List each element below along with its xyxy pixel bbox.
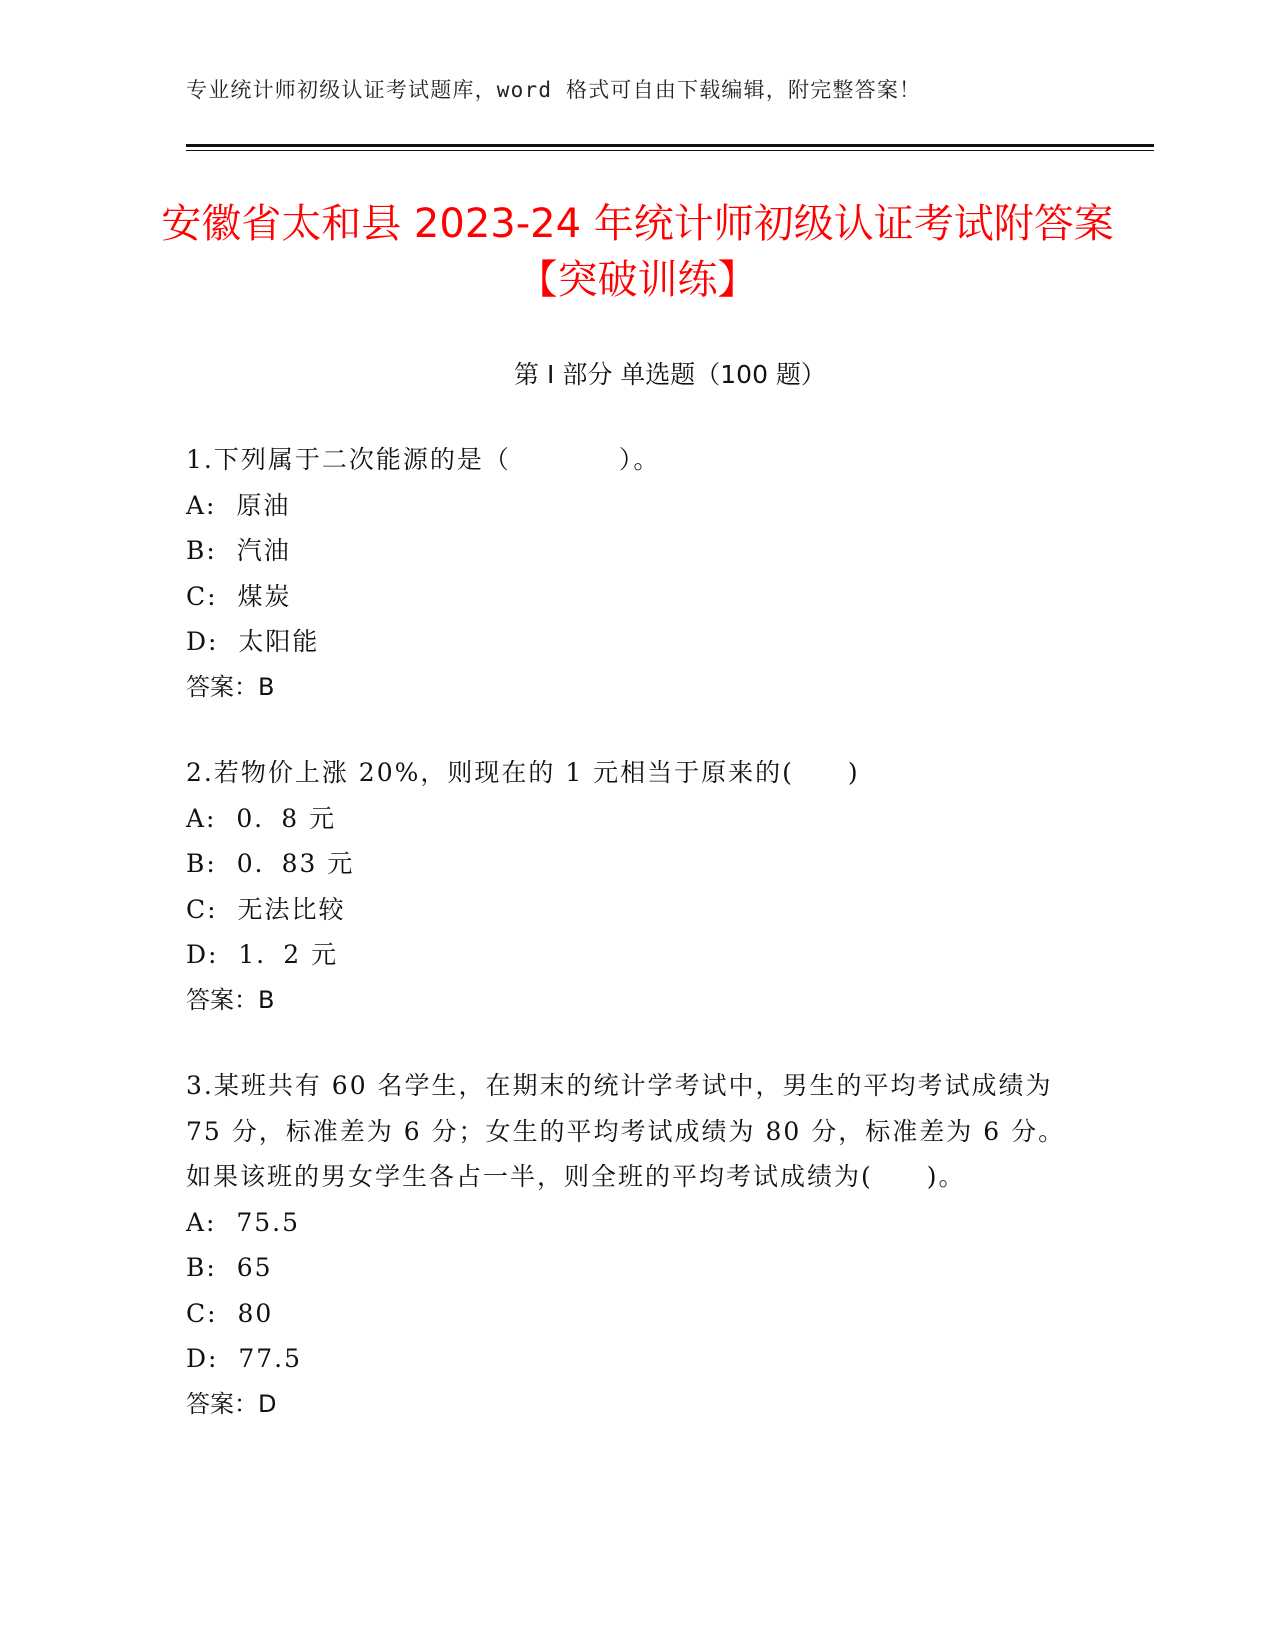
question-1 — [186, 437, 1066, 710]
question-3 — [186, 1063, 1066, 1427]
question-stem: 1.下列属于二次能源的是（ ）。 — [186, 445, 661, 474]
option-d: D: 1．2 元 — [186, 940, 339, 969]
question-stem: 3.某班共有 60 名学生，在期末的统计学考试中，男生的平均考试成绩为 75 分，标准差为 6 分；女生的平均考试成绩为 80 分，标准差为 6 分。如果该班的男女学生各占一半，则全班的平均考试成绩为( )。 — [186, 1071, 1066, 1191]
option-b: B: 0．83 元 — [186, 849, 355, 878]
option-c: C: 无法比较 — [186, 894, 346, 924]
header-note: 专业统计师初级认证考试题库，word 格式可自由下载编辑，附完整答案！ — [186, 78, 922, 102]
question-list — [186, 437, 1066, 1467]
option-c: C: 80 — [186, 1298, 274, 1328]
header-rule-thick — [186, 144, 1154, 147]
option-b: B: 汽油 — [186, 536, 291, 565]
question-2 — [186, 750, 1066, 1023]
section-heading: 第 I 部分 单选题（100 题） — [514, 360, 826, 389]
option-a: A: 0．8 元 — [186, 803, 337, 833]
option-b: B: 65 — [186, 1253, 273, 1282]
document-title: 安徽省太和县 2023-24 年统计师初级认证考试附答案【突破训练】 — [161, 201, 1114, 303]
option-a: A: 75.5 — [186, 1207, 301, 1237]
answer-line: 答案：D — [186, 1389, 277, 1418]
option-d: D: 77.5 — [186, 1344, 303, 1373]
option-d: D: 太阳能 — [186, 627, 320, 656]
answer-line: 答案：B — [186, 672, 275, 701]
option-a: A: 原油 — [186, 490, 291, 520]
answer-line: 答案：B — [186, 985, 275, 1014]
question-stem: 2.若物价上涨 20%，则现在的 1 元相当于原来的( ) — [186, 758, 860, 787]
option-c: C: 煤炭 — [186, 581, 292, 611]
header-rule-thin — [186, 150, 1154, 151]
